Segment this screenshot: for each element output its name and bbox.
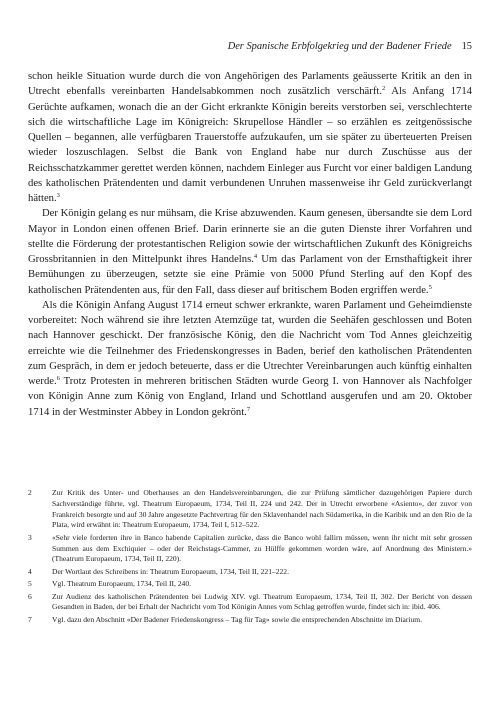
footnote-text: «Sehr viele forderten ihre in Banco habende Capitalien zurücke, dass die Banco wohl fallirn müssen, wenn ihr nicht mit sehr grossen Summen aus dem Exchiquier – oder der Reichstags-Cammer, zu Hülffe gekommen worden wäre, auf Anordnung des Ministern.» (Theatrum Europaeum, 1734, Teil II, 220).: [52, 532, 472, 564]
footnote-number: 6: [28, 591, 32, 601]
paragraph-text: Um das Parlament von der Ernsthaftigkeit ihrer Bemühungen zu überzeugen, setzte sie eine Prämie von 5000 Pfund Sterling auf den Kopf des katholischen Prätendenten aus, für den Fall, dass dieser auf britischem Boden ergriffen werde.: [28, 254, 472, 296]
footnote: [28, 532, 472, 565]
paragraph: [28, 69, 472, 206]
paragraph-text: Als Anfang 1714 Gerüchte aufkamen, wonach die an der Gicht erkrankte Königin bereits verstorben sei, verschlechterte sich die wirtschaftliche Lage im Königreich: Skrupellose Händler – so erzählen es zeitgenössische Quellen – begannen, alle verfügbaren Trauerstoffe aufzukaufen, um sie später zu überteuerten Preisen wieder loszuschlagen. Selbst die Bank von England habe nur durch Zuschüsse aus der Reichsschatzkammer gerettet werden können, nachdem Einleger aus Furcht vor einer baldigen Landung des katholischen Prätendenten und damit verbundenen Unruhen massenweise ihr Geld zurückverlangt hätten.: [28, 86, 472, 204]
footnote-text: Der Wortlaut des Schreibens in: Theatrum Europaeum, 1734, Teil II, 221–222.: [52, 566, 289, 576]
footnote-number: 5: [28, 579, 32, 589]
paragraph-text: Der Königin gelang es nur mühsam, die Krise abzuwenden. Kaum genesen, übersandte sie dem Lord Mayor in London einen offenen Brief. Darin erinnerte sie an die guten Dienste ihrer Vorfahren und stellte die Förderung der protestantischen Religion sowie der wirtschaftlichen Zukunft des Königreichs Grossbritannien in den Mittelpunkt ihres Handelns.: [28, 208, 472, 265]
footnote-reference: 7: [246, 405, 251, 413]
footnote-reference: 3: [56, 192, 60, 199]
footnote-number: 3: [28, 532, 32, 542]
paragraph-text: Als die Königin Anfang August 1714 erneut schwer erkrankte, waren Parlament und Geheimdienste vorbereitet: Noch während sie ihre letzten Atemzüge tat, wurden die Seehäfen geschlossen und Boten nach Hannover geschickt. Der französische König, den die Nachricht vom Tod Annes gleichzeitig erreichte wie die Teilnehmer des Friedenskongresses in Baden, berief den katholischen Prätendenten zum Gespräch, in dem er jedoch beteuerte, dass er die Utrechter Vereinbarungen auch künftig einhalten werde.: [28, 299, 472, 387]
footnote-reference: 4: [253, 253, 258, 260]
footnote-text: Zur Audienz des katholischen Prätendenten bei Ludwig XIV. vgl. Theatrum Europaeum, 1734, Teil II, 302. Der Bericht von dessen Gesandten in Baden, der bei Erhalt der Nachricht vom Tod Königin Annes vom Schlag getroffen wurde, findet sich in: ibid. 406.: [52, 591, 472, 612]
running-head: [28, 40, 472, 54]
running-head-title: Der Spanische Erbfolgekrieg und der Badener Friede: [227, 41, 452, 52]
footnote-reference: 6: [56, 375, 60, 382]
page-number: 15: [461, 41, 472, 52]
paragraph: [28, 206, 472, 298]
footnote: [28, 488, 472, 531]
paragraph: [28, 298, 472, 420]
footnote-number: 4: [28, 566, 32, 576]
footnote: [28, 579, 472, 590]
footnote: [28, 591, 472, 614]
footnote: [28, 566, 472, 578]
footnote-text: Vgl. dazu den Abschnitt «Der Badener Friedenskongress – Tag für Tag» sowie die entsprechenden Abschnitte im Diarium.: [52, 614, 423, 624]
footnotes: [28, 488, 472, 627]
footnote-reference: 5: [428, 283, 432, 291]
paragraph-text: Trotz Protesten in mehreren britischen Städten wurde Georg I. von Hannover als Nachfolger von Königin Anne zum König von England, Irland und Schottland ausgerufen und am 20. Oktober 1714 in der Westminster Abbey in London gekrönt.: [28, 376, 472, 418]
footnote: [28, 614, 472, 626]
footnote-number: 2: [28, 488, 32, 497]
paragraph-text: schon heikle Situation wurde durch die von Angehörigen des Parlaments geäusserte Kritik an den in Utrecht ebenfalls vereinbarten Handelsabkommen noch zusätzlich verschärft.: [28, 71, 472, 98]
footnote-text: Vgl. Theatrum Europaeum, 1734, Teil II, 240.: [52, 579, 191, 589]
footnote-reference: 2: [381, 85, 386, 93]
body-text: [28, 69, 472, 420]
footnote-number: 7: [28, 614, 32, 624]
footnote-text: Zur Kritik des Unter- und Oberhauses an den Handelsvereinbarungen, die zur Prüfung sämtlicher dazugehörigen Papiere durch Sachverständige führte, vgl. Theatrum Europaeum, 1734, Teil II, 224 und 242. Der in Utrecht erworbene «Asiento», der zuvor von Frankreich besorgte und auf 30 Jahre angesetzte Pachtvertrag für den Sklavenhandel nach Südamerika, in die Karibik und an den Rio de la Plata, wird erwähnt in: Theatrum Europaeum, 1734, Teil I, 512–522.: [52, 488, 472, 530]
